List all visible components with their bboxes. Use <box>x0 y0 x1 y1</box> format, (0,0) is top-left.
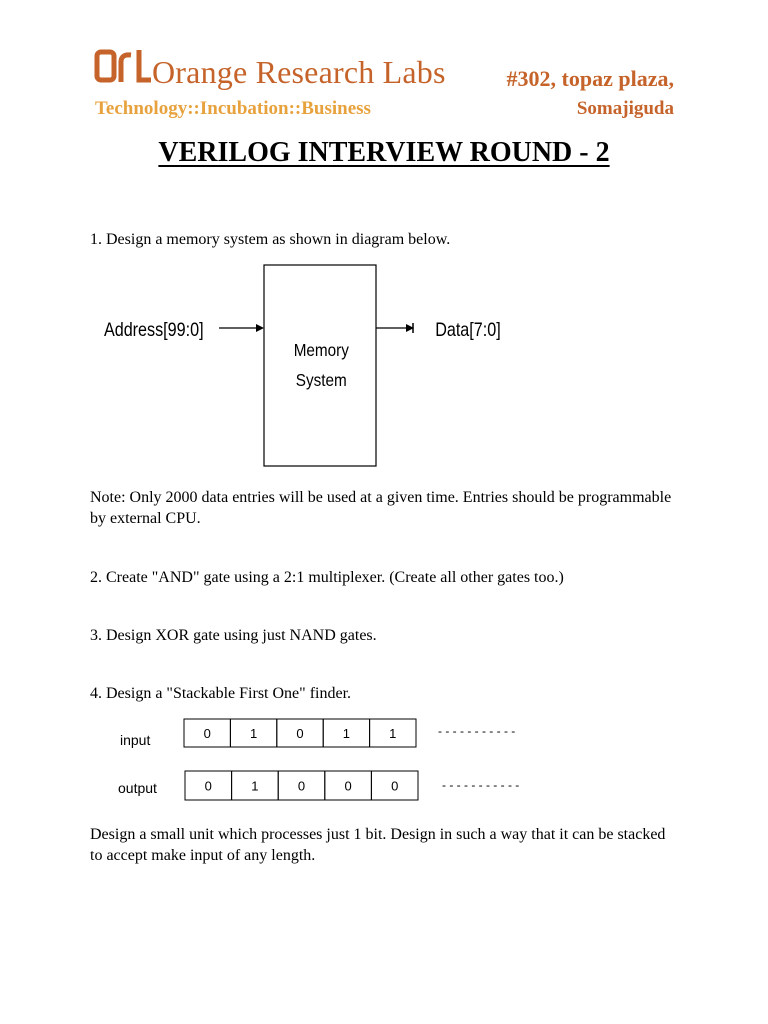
output-bit-cells <box>185 771 418 800</box>
question-3: 3. Design XOR gate using just NAND gates. <box>90 627 377 644</box>
input-continuation: - - - - - - - - - - - <box>438 724 516 738</box>
input-bit-2: 0 <box>296 726 304 741</box>
input-bit-3: 1 <box>342 726 351 741</box>
output-bit-0: 0 <box>204 778 212 794</box>
note-paragraph: Note: Only 2000 data entries will be used at a given time. Entries should be programmable by external CPU. <box>90 489 672 527</box>
input-arrowhead-icon <box>256 324 264 332</box>
address-label: Address[99:0] <box>103 318 204 341</box>
memory-system-diagram <box>104 265 501 466</box>
output-bit-4: 0 <box>391 778 399 794</box>
input-bit-4: 1 <box>389 726 397 741</box>
output-bit-1: 1 <box>251 778 259 794</box>
input-row-label: input <box>120 732 151 748</box>
question-4: 4. Design a "Stackable First One" finder. <box>90 685 352 702</box>
first-one-finder-diagram <box>118 719 519 800</box>
data-label: Data[7:0] <box>435 318 501 341</box>
address-line-2: Somajiguda <box>576 98 674 119</box>
question-4-description: Design a small unit which processes just 1 bit. Design in such a way that it can be stacked to accept make input of any length. <box>90 826 666 864</box>
output-bit-2: 0 <box>297 778 306 794</box>
input-bit-0: 0 <box>203 726 211 741</box>
output-bit-3: 0 <box>344 778 352 794</box>
memory-label: Memory <box>293 339 349 361</box>
company-name: Orange Research Labs <box>152 54 446 90</box>
output-continuation: - - - - - - - - - - - <box>442 778 520 792</box>
output-row-label: output <box>118 780 157 796</box>
question-2: 2. Create "AND" gate using a 2:1 multiplexer. (Create all other gates too.) <box>90 569 564 586</box>
address-line-1: #302, topaz plaza, <box>506 66 674 91</box>
document-title: VERILOG INTERVIEW ROUND - 2 <box>158 137 610 168</box>
system-label: System <box>295 369 347 391</box>
memory-box <box>264 265 376 466</box>
company-tagline: Technology::Incubation::Business <box>95 98 371 119</box>
input-bit-cells <box>184 719 416 747</box>
question-1: 1. Design a memory system as shown in diagram below. <box>90 231 451 248</box>
input-bit-1: 1 <box>249 726 258 741</box>
